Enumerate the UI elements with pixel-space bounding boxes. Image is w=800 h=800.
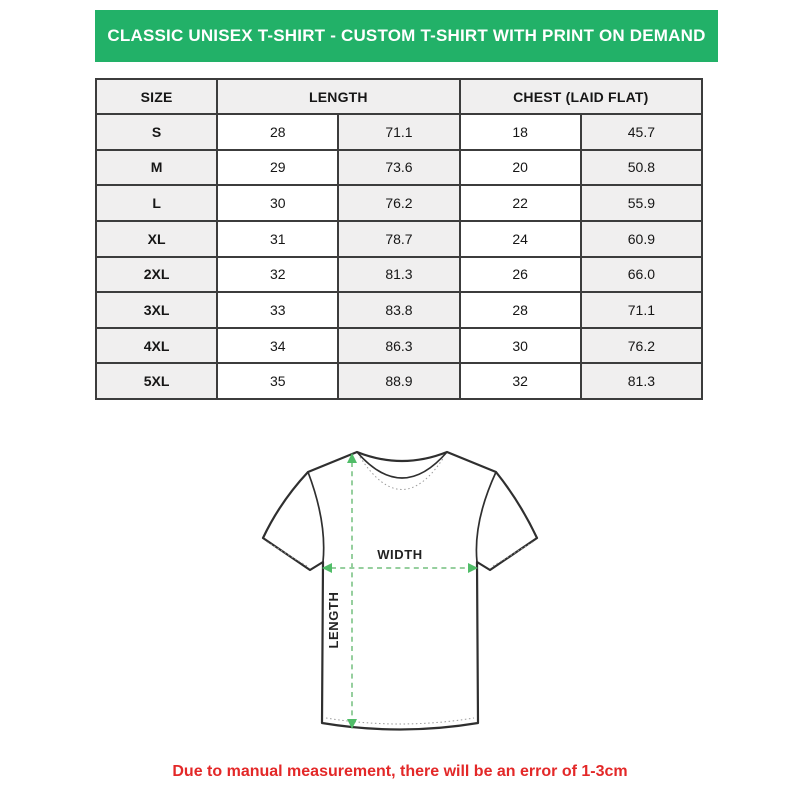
table-row	[96, 114, 702, 150]
length-label: LENGTH	[326, 591, 341, 649]
value-cell: 29	[217, 150, 338, 186]
size-chart-table	[95, 78, 703, 400]
size-cell: 2XL	[96, 257, 217, 293]
value-cell: 28	[217, 114, 338, 150]
table-row	[96, 185, 702, 221]
value-cell: 60.9	[581, 221, 702, 257]
value-cell: 33	[217, 292, 338, 328]
value-cell: 24	[460, 221, 581, 257]
value-cell: 32	[460, 363, 581, 399]
size-chart-body	[96, 114, 702, 399]
value-cell: 34	[217, 328, 338, 364]
table-row	[96, 292, 702, 328]
value-cell: 81.3	[581, 363, 702, 399]
value-cell: 45.7	[581, 114, 702, 150]
width-label: WIDTH	[377, 547, 423, 562]
size-cell: 3XL	[96, 292, 217, 328]
header-row	[96, 79, 702, 114]
value-cell: 22	[460, 185, 581, 221]
value-cell: 50.8	[581, 150, 702, 186]
value-cell: 73.6	[338, 150, 459, 186]
value-cell: 32	[217, 257, 338, 293]
table-row	[96, 257, 702, 293]
value-cell: 35	[217, 363, 338, 399]
value-cell: 78.7	[338, 221, 459, 257]
value-cell: 26	[460, 257, 581, 293]
value-cell: 86.3	[338, 328, 459, 364]
measurement-error-note: Due to manual measurement, there will be an error of 1-3cm	[172, 763, 628, 780]
value-cell: 18	[460, 114, 581, 150]
value-cell: 88.9	[338, 363, 459, 399]
table-row	[96, 221, 702, 257]
table-row	[96, 150, 702, 186]
tshirt-outline	[263, 452, 537, 730]
value-cell: 30	[217, 185, 338, 221]
size-cell: 5XL	[96, 363, 217, 399]
value-cell: 66.0	[581, 257, 702, 293]
size-cell: S	[96, 114, 217, 150]
value-cell: 28	[460, 292, 581, 328]
table-row	[96, 363, 702, 399]
tshirt-measurement-diagram	[250, 440, 550, 740]
value-cell: 71.1	[581, 292, 702, 328]
col-header-length: LENGTH	[217, 79, 459, 114]
value-cell: 76.2	[338, 185, 459, 221]
title-banner	[95, 10, 718, 62]
table-row	[96, 328, 702, 364]
value-cell: 71.1	[338, 114, 459, 150]
col-header-size: SIZE	[96, 79, 217, 114]
value-cell: 83.8	[338, 292, 459, 328]
value-cell: 20	[460, 150, 581, 186]
value-cell: 55.9	[581, 185, 702, 221]
value-cell: 30	[460, 328, 581, 364]
size-cell: 4XL	[96, 328, 217, 364]
size-cell: M	[96, 150, 217, 186]
value-cell: 31	[217, 221, 338, 257]
tshirt-svg	[250, 440, 550, 740]
page-title: CLASSIC UNISEX T-SHIRT - CUSTOM T-SHIRT WITH PRINT ON DEMAND	[107, 26, 706, 45]
col-header-chest: CHEST (LAID FLAT)	[460, 79, 702, 114]
value-cell: 76.2	[581, 328, 702, 364]
size-cell: XL	[96, 221, 217, 257]
size-cell: L	[96, 185, 217, 221]
value-cell: 81.3	[338, 257, 459, 293]
